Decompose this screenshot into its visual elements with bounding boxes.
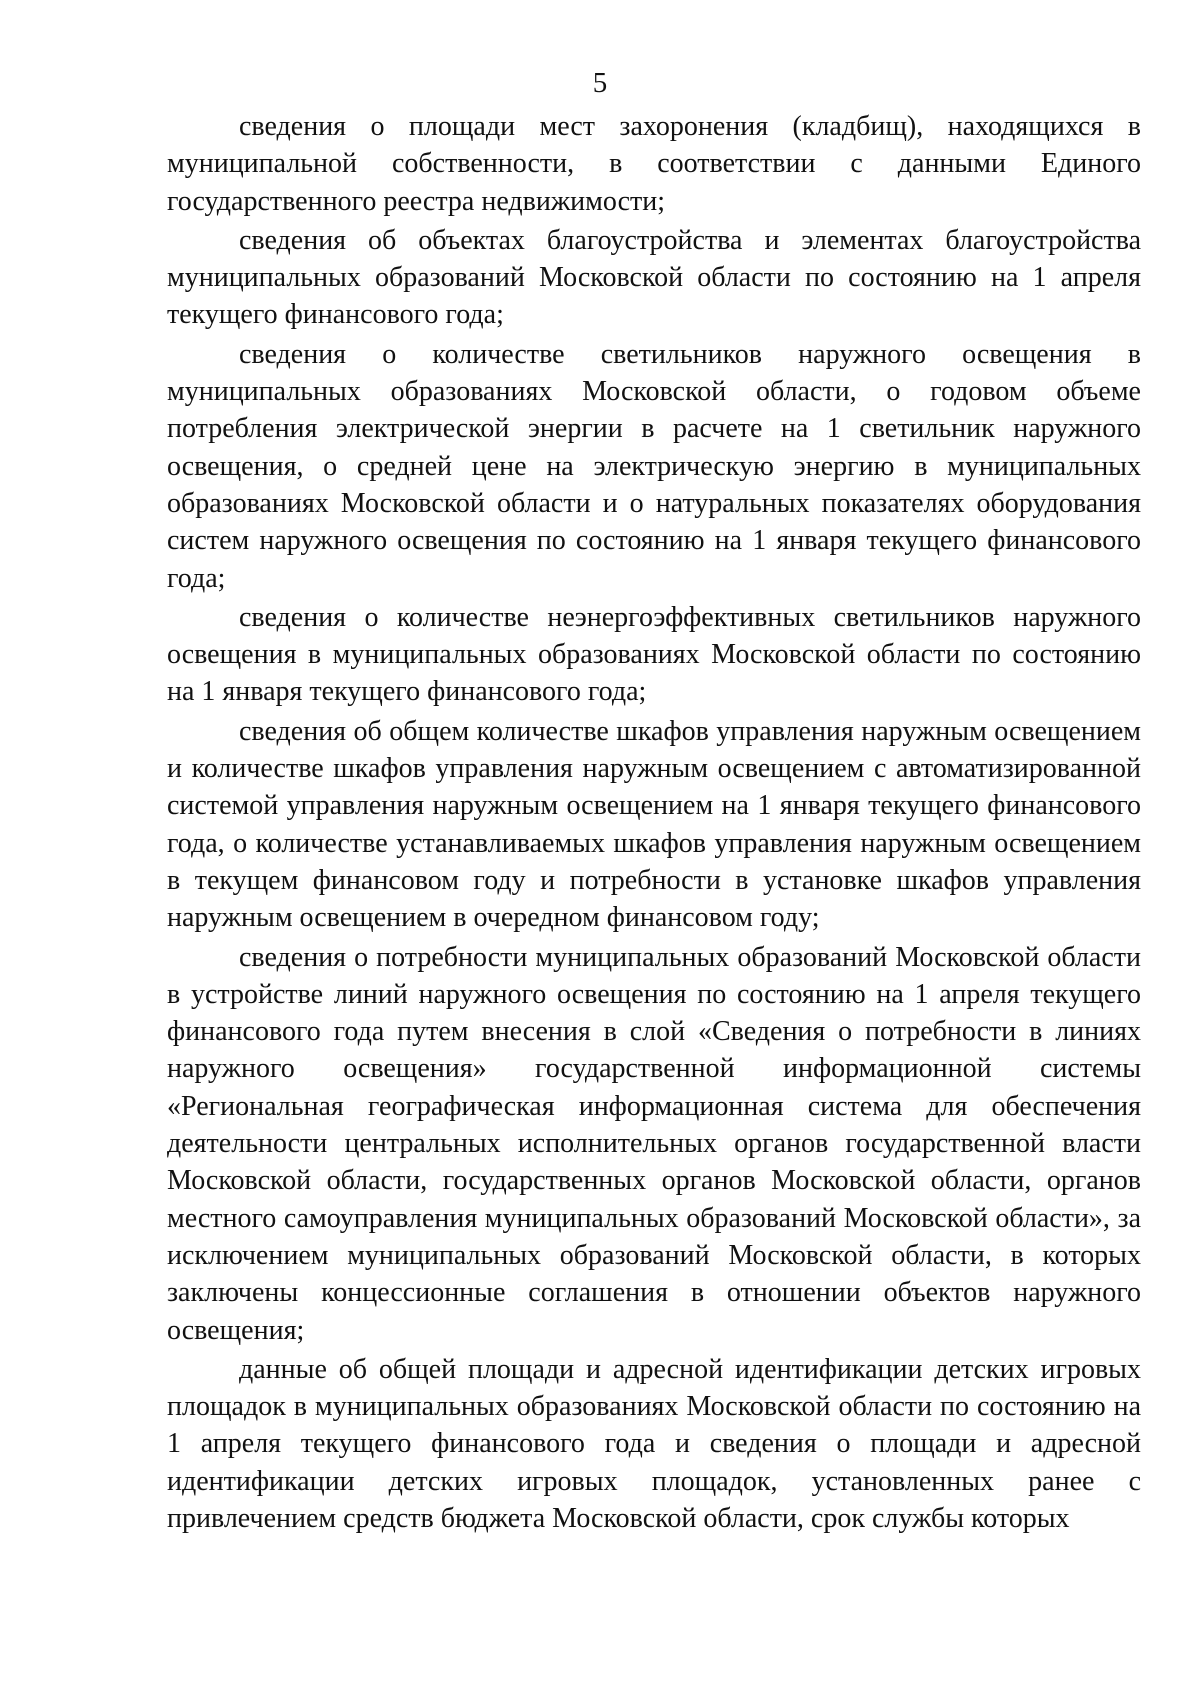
page-number: 5 — [592, 67, 608, 99]
paragraph-street-lights-count: сведения о количестве светильников наружного освещения в муниципальных образованиях Московской области, о годовом объеме потребления электрической энергии в расчете на 1 светильник наружного освещения, о средней цене на электрическую энергию в муниципальных образованиях Московской области и о натуральных показателях оборудования систем наружного освещения по состоянию на 1 января текущего финансового года; — [167, 338, 1141, 594]
paragraph-landscaping-objects: сведения об объектах благоустройства и элементах благоустройства муниципальных образований Московской области по состоянию на 1 апреля текущего финансового года; — [167, 224, 1141, 331]
paragraph-playgrounds: данные об общей площади и адресной идентификации детских игровых площадок в муниципальных образованиях Московской области по состоянию на 1 апреля текущего финансового года и сведения о площади и адресной идентификации детских игровых площадок, установленных ранее с привлечением средств бюджета Московской области, срок службы которых — [167, 1353, 1141, 1534]
document-body — [167, 108, 1141, 1539]
paragraph-control-cabinets: сведения об общем количестве шкафов управления наружным освещением и количестве шкафов управления наружным освещением с автоматизированной системой управления наружным освещением на 1 января текущего финансового года, о количестве устанавливаемых шкафов управления наружным освещением в текущем финансовом году и потребности в установке шкафов управления наружным освещением в очередном финансовом году; — [167, 715, 1141, 934]
paragraph-burial-sites: сведения о площади мест захоронения (кладбищ), находящихся в муниципальной собственности, в соответствии с данными Единого государственного реестра недвижимости; — [167, 111, 1141, 217]
paragraph-inefficient-lights: сведения о количестве неэнергоэффективных светильников наружного освещения в муниципальных образованиях Московской области по состоянию на 1 января текущего финансового года; — [167, 601, 1141, 708]
paragraph-lighting-lines-need: сведения о потребности муниципальных образований Московской области в устройстве линий наружного освещения по состоянию на 1 апреля текущего финансового года путем внесения в слой «Сведения о потребности в линиях наружного освещения» государственной информационной системы «Региональная географическая информационная система для обеспечения деятельности центральных исполнительных органов государственной власти Московской области, государственных органов Московской области, органов местного самоуправления муниципальных образований Московской области», за исключением муниципальных образований Московской области, в которых заключены концессионные соглашения в отношении объектов наружного освещения; — [167, 941, 1141, 1346]
